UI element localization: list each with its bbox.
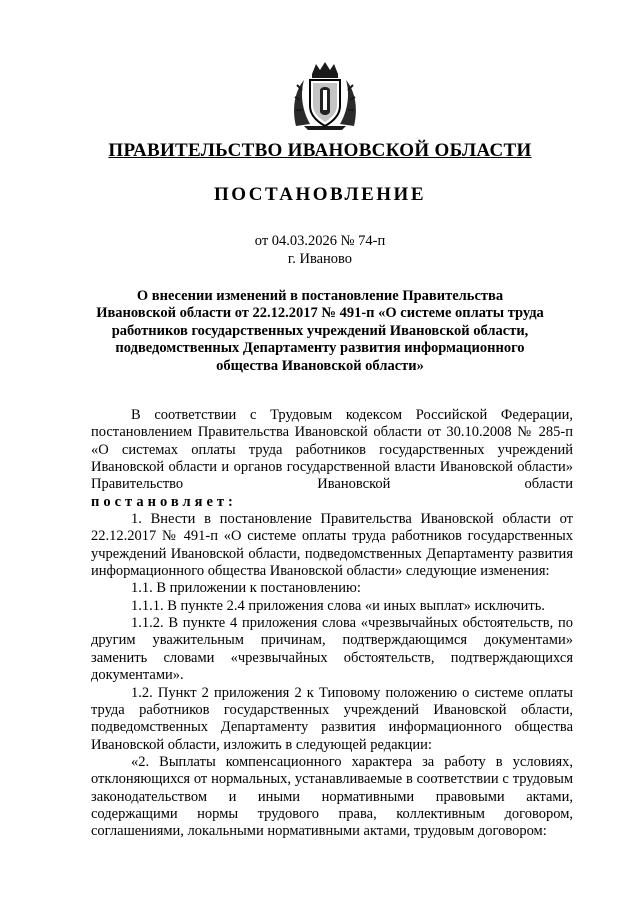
paragraph-1-1-1: 1.1.1. В пункте 2.4 приложения слова «и иных выплат» исключить. [131, 597, 545, 614]
title-line: О внесении изменений в постановление Правительства [136, 288, 504, 304]
decree-body [91, 407, 573, 841]
paragraph-1-1-2: 1.1.2. В пункте 4 приложения слова «чрезвычайных обстоятельств, по другим уважительным причинам, подтверждающимся документами» заменить словами «чрезвычайных обстоятельств, подтверждающихся документами». [91, 615, 573, 684]
coat-of-arms-icon [290, 60, 360, 132]
decree-title [80, 288, 560, 375]
intro-paragraph: В соответствии с Трудовым кодексом Российской Федерации, постановлением Правительства Ивановской области от 30.10.2008 № 285-п «О системах оплаты труда работников государственных учреждений Ивановской области и органов государственной власти Ивановской области» Правительство Ивановской области [91, 407, 573, 493]
government-name: ПРАВИТЕЛЬСТВО ИВАНОВСКОЙ ОБЛАСТИ [108, 140, 532, 161]
paragraph-1-2: 1.2. Пункт 2 приложения 2 к Типовому положению о системе оплаты труда работников государственных учреждений Ивановской области, подведомственных Департаменту развития информационного общества Ивановской области, изложить в следующей редакции: [91, 684, 573, 753]
title-line: подведомственных Департаменту развития информационного [115, 340, 525, 357]
paragraph-1-1: 1.1. В приложении к постановлению: [131, 580, 361, 597]
paragraph-1: 1. Внести в постановление Правительства Ивановской области от 22.12.2017 № 491-п «О системе оплаты труда работников государственных учреждений Ивановской области, подведомственных Департаменту развития информационного общества Ивановской области» следующие изменения: [91, 511, 573, 580]
title-line: Ивановской области от 22.12.2017 № 491-п «О системе оплаты труда [96, 305, 544, 322]
date-and-number [0, 232, 640, 268]
paragraph-2: «2. Выплаты компенсационного характера за работу в условиях, отклоняющихся от нормальных, устанавливаемые в соответствии с трудовым законодательством и иными нормативными правовыми актами, содержащими нормы трудового права, коллективным договором, соглашениями, локальными нормативными актами, трудовым договором: [91, 753, 573, 840]
title-line: работников государственных учреждений Ивановской области, [111, 322, 529, 339]
title-line: общества Ивановской области» [216, 357, 424, 374]
decrees-word: постановляет: [91, 493, 237, 510]
document-type: ПОСТАНОВЛЕНИЕ [213, 184, 427, 205]
decree-city: г. Иваново [287, 251, 353, 267]
coat-of-arms-emblem [290, 60, 360, 132]
decree-date-number: от 04.03.2026 № 74-п [254, 233, 386, 249]
